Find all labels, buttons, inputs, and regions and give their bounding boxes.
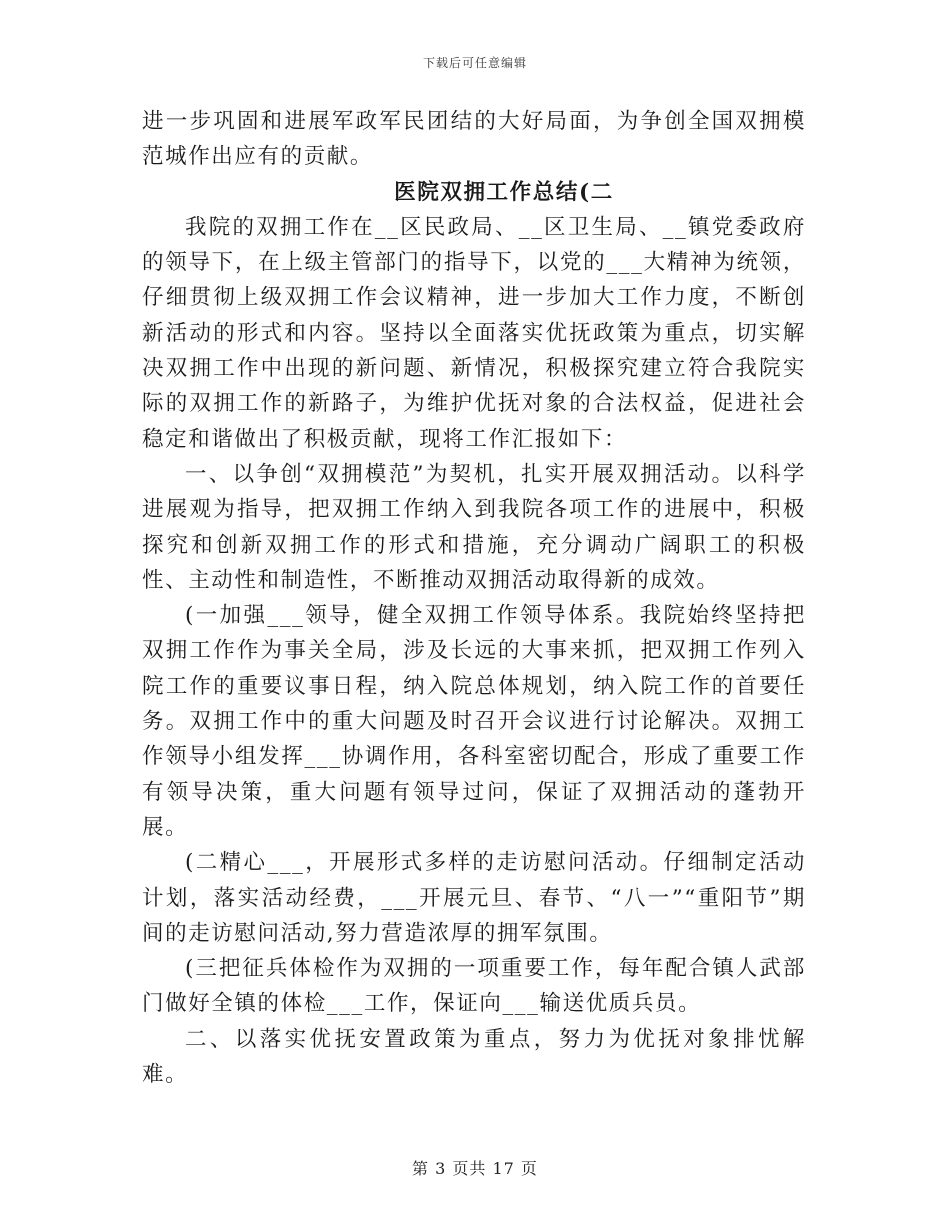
paragraph-point-two: 二、以落实优抚安置政策为重点，努力为优抚对象排忧解难。 — [142, 1026, 806, 1088]
section-title: 医院双拥工作总结(二 — [394, 179, 614, 205]
paragraph-sub-two: (二精心___，开展形式多样的走访慰问活动。仔细制定活动计划，落实活动经费，___开展元旦、春节、“八一”“重阳节”期间的走访慰问活动,努力营造浓厚的拥军氛围。 — [142, 850, 806, 946]
paragraph-intro-work: 我院的双拥工作在__区民政局、__区卫生局、__镇党委政府的领导下，在上级主管部门的指导下，以党的___大精神为统领，仔细贯彻上级双拥工作会议精神，进一步加大工作力度，不断创新活动的形式和内容。坚持以全面落实优抚政策为重点，切实解决双拥工作中出现的新问题、新情况，积极探究建立符合我院实际的双拥工作的新路子，为维护优抚对象的合法权益，促进社会稳定和谐做出了积极贡献，现将工作汇报如下： — [142, 214, 806, 452]
paragraph-sub-three: (三把征兵体检作为双拥的一项重要工作，每年配合镇人武部门做好全镇的体检___工作，保证向___输送优质兵员。 — [142, 956, 806, 1017]
page-number: 第 3 页共 17 页 — [412, 1159, 538, 1178]
paragraph-point-one: 一、以争创“双拥模范”为契机，扎实开展双拥活动。以科学进展观为指导，把双拥工作纳入到我院各项工作的进展中，积极探究和创新双拥工作的形式和措施，充分调动广阔职工的积极性、主动性和制造性，不断推动双拥活动取得新的成效。 — [142, 461, 806, 593]
paragraph-sub-one: (一加强___领导，健全双拥工作领导体系。我院始终坚持把双拥工作作为事关全局，涉及长远的大事来抓，把双拥工作列入院工作的重要议事日程，纳入院总体规划，纳入院工作的首要任务。双拥工作中的重大问题及时召开会议进行讨论解决。双拥工作领导小组发挥___协调作用，各科室密切配合，形成了重要工作有领导决策，重大问题有领导过问，保证了双拥活动的蓬勃开展。 — [142, 603, 806, 840]
header-note: 下载后可任意编辑 — [422, 56, 527, 70]
document-body — [142, 104, 806, 1092]
intro-paragraph: 进一步巩固和进展军政军民团结的大好局面，为争创全国双拥模范城作出应有的贡献。 — [142, 109, 806, 170]
